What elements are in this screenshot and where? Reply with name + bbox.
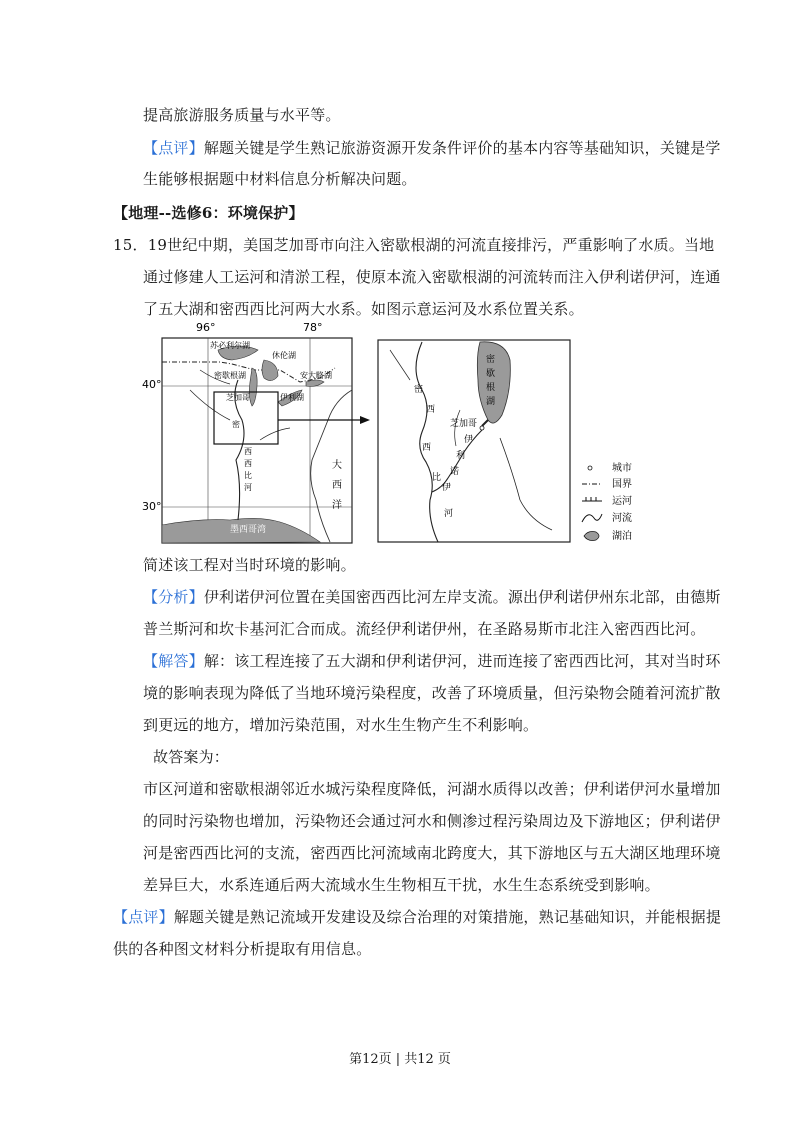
question-line-1 [113, 234, 714, 255]
lon-right-label: 78° [303, 321, 323, 334]
answer-tag: 【解答】 [143, 652, 204, 670]
detail-map [378, 340, 570, 542]
analysis-line-1 [143, 586, 721, 607]
question-text: 19世纪中期，美国芝加哥市向注入密歇根湖的河流直接排污，严重影响了水质。当地 [147, 236, 715, 254]
lake-erie-label: 伊利湖 [280, 393, 304, 402]
chicago-label-small: 芝加哥 [226, 393, 250, 402]
legend-river-icon [582, 514, 602, 522]
analysis-text: 伊利诺伊河位置在美国密西西比河左岸支流。源出伊利诺伊州东北部，由德斯 [203, 588, 721, 606]
prev-review [143, 137, 721, 158]
miss-label-small-4: 河 [244, 483, 252, 492]
legend-city-icon [588, 466, 592, 470]
lake-mich-big-3: 湖 [486, 397, 496, 407]
lake-superior-label: 苏必利尔湖 [210, 341, 250, 350]
lake-mich-big-0: 密 [486, 355, 496, 365]
miss-label-small-0: 密 [232, 420, 240, 429]
map-legend [582, 461, 632, 542]
miss-label-small-3: 比 [244, 471, 252, 480]
miss-label-small-1: 西 [244, 447, 252, 456]
question-line-2: 通过修建人工运河和清淤工程，使原本流入密歇根湖的河流转而注入伊利诺伊河，连通 [143, 268, 721, 286]
gulf-label: 墨西哥湾 [230, 525, 267, 535]
review-text-2: 解题关键是熟记流域开发建设及综合治理的对策措施，熟记基础知识，并能根据提 [173, 908, 722, 926]
legend-lake-icon [584, 532, 599, 541]
legend-lake-label: 湖泊 [612, 531, 632, 542]
review-line-2: 供的各种图文材料分析提取有用信息。 [113, 940, 372, 958]
miss-big-0: 密 [414, 385, 424, 395]
answer-result-3: 河是密西西比河的支流，密西西比河流域南北跨度大，其下游地区与五大湖区地理环境 [143, 844, 721, 862]
review-tag: 【点评】 [143, 139, 204, 157]
lat-bottom-label: 30° [142, 500, 162, 513]
legend-canal-icon [582, 497, 602, 501]
legend-border-label: 国界 [612, 479, 632, 490]
illinois-0: 伊 [464, 435, 474, 445]
analysis-tag: 【分析】 [143, 588, 204, 606]
atlantic-label-1: 西 [332, 480, 342, 491]
answer-line-2: 境的影响表现为降低了当地环境污染程度，改善了环境质量，但污染物会随着河流扩散 [143, 684, 721, 702]
canal-water-system-map [142, 320, 632, 545]
miss-label-small-2: 西 [244, 459, 252, 468]
analysis-line-2: 普兰斯河和坎卡基河汇合而成。流经伊利诺伊州，在圣路易斯市北注入密西西比河。 [143, 620, 706, 638]
answer-line-3: 到更远的地方，增加污染范围，对水生生物产生不利影响。 [143, 716, 539, 734]
lake-huron-label: 休伦湖 [272, 351, 296, 360]
illinois-1: 利 [456, 451, 466, 461]
answer-result-2: 的同时污染物也增加，污染物还会通过河水和侧渗过程污染周边及下游地区；伊利诺伊 [143, 812, 721, 830]
prev-review-cont: 生能够根据题中材料信息分析解决问题。 [143, 170, 417, 188]
atlantic-label-0: 大 [332, 460, 342, 471]
lake-mich-big-1: 歇 [486, 369, 496, 379]
page-footer: 第12页 | 共12 页 [349, 1052, 451, 1067]
prev-text: 提高旅游服务质量与水平等。 [143, 106, 341, 124]
chicago-city-marker [480, 426, 484, 430]
illinois-3: 伊 [442, 483, 452, 493]
atlantic-label-2: 洋 [332, 500, 342, 511]
review-text: 解题关键是学生熟记旅游资源开发条件评价的基本内容等基础知识，关键是学 [203, 139, 721, 157]
lake-ontario-label: 安大略湖 [300, 371, 332, 380]
answer-result-label: 故答案为： [153, 748, 230, 766]
question-number: 15． [113, 236, 148, 254]
illinois-2: 诺 [450, 467, 460, 477]
miss-big-2: 西 [422, 443, 432, 453]
answer-result-4: 差异巨大，水系连通后两大流域水生生物相互干扰，水生生态系统受到影响。 [143, 876, 660, 894]
legend-canal-label: 运河 [612, 496, 632, 507]
review-line-1 [113, 906, 721, 927]
lake-michigan-label-small: 密歇根湖 [214, 371, 246, 380]
answer-result-1: 市区河道和密歇根湖邻近水城污染程度降低，河湖水质得以改善；伊利诺伊河水量增加 [143, 780, 721, 798]
chicago-label-big: 芝加哥 [450, 419, 478, 429]
illinois-4: 河 [444, 509, 454, 519]
answer-line-1 [143, 650, 721, 671]
question-prompt: 简述该工程对当时环境的影响。 [143, 556, 356, 574]
lon-left-label: 96° [196, 321, 216, 334]
miss-big-3: 比 [432, 473, 442, 483]
miss-big-1: 西 [426, 405, 436, 415]
overview-map [162, 338, 352, 543]
lake-mich-big-2: 根 [486, 383, 496, 393]
answer-text: 解：该工程连接了五大湖和伊利诺伊河，进而连接了密西西比河，其对当时环 [203, 652, 721, 670]
question-line-3: 了五大湖和密西西比河两大水系。如图示意运河及水系位置关系。 [143, 300, 584, 318]
legend-river-label: 河流 [612, 513, 632, 524]
section-heading: 【地理--选修6：环境保护】 [113, 204, 304, 222]
legend-city-label: 城市 [612, 463, 632, 474]
review-tag-2: 【点评】 [113, 908, 174, 926]
lat-top-label: 40° [142, 378, 162, 391]
